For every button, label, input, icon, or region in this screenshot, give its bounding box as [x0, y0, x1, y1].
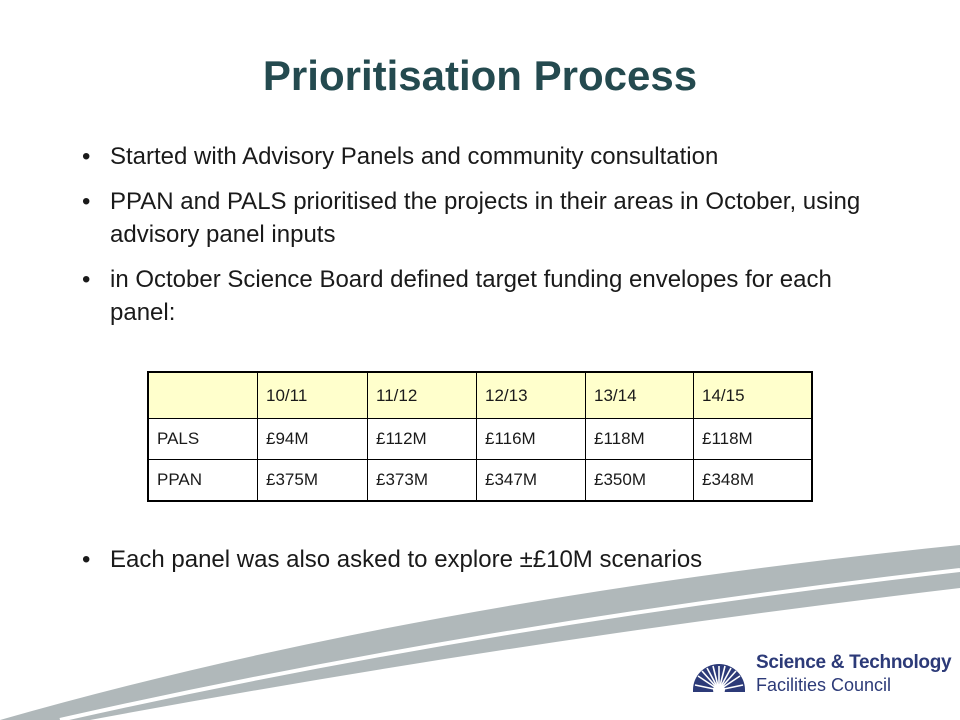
bullet-text: PPAN and PALS prioritised the projects in their areas in October, using advisory panel inputs	[110, 188, 861, 248]
table-cell: £347M	[477, 460, 586, 502]
bullet-text: Started with Advisory Panels and community consultation	[110, 143, 719, 170]
bullet-marker: •	[82, 188, 91, 215]
slide-title: Prioritisation Process	[262, 52, 698, 99]
bullet-marker: •	[82, 266, 91, 293]
bullet-text: in October Science Board defined target funding envelopes for each panel:	[110, 266, 832, 326]
table-header-cell: 11/12	[368, 372, 477, 419]
table-header-cell: 14/15	[694, 372, 813, 419]
table-cell: £118M	[586, 419, 694, 460]
logo-text-line1: Science & Technology	[756, 652, 952, 673]
table-cell: £348M	[694, 460, 813, 502]
table-header-cell: 13/14	[586, 372, 694, 419]
table-cell: £118M	[694, 419, 813, 460]
table-cell: £350M	[586, 460, 694, 502]
table-cell: PPAN	[148, 460, 258, 502]
table-header-cell: 12/13	[477, 372, 586, 419]
table-cell: £116M	[477, 419, 586, 460]
table-cell: £94M	[258, 419, 368, 460]
stfc-logo	[690, 638, 952, 695]
table-cell: £375M	[258, 460, 368, 502]
table-cell: £112M	[368, 419, 477, 460]
logo-text-line2: Facilities Council	[756, 675, 892, 695]
bullet-marker: •	[82, 546, 91, 573]
sunburst-logo-icon	[690, 638, 748, 694]
table-cell: PALS	[148, 419, 258, 460]
table-cell: £373M	[368, 460, 477, 502]
bullet-marker: •	[82, 143, 91, 170]
bullet-text: Each panel was also asked to explore ±£10M scenarios	[110, 546, 703, 573]
table-header-cell: 10/11	[258, 372, 368, 419]
